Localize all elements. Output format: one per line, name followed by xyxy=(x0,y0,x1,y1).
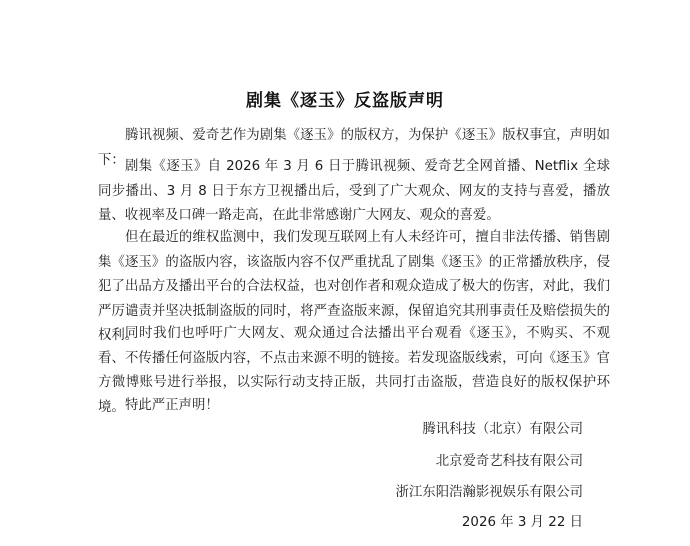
document-title: 剧集《逐玉》反盗版声明 xyxy=(246,91,444,111)
paragraph-appeal: 同时我们也呼吁广大网友、观众通过合法播出平台观看《逐玉》，不购买、不观看、不传播任何盗版内容，不点击来源不明的链接。若发现盗版线索，可向《逐玉》官方微博账号进行举报，以实际行动支持正版，共同打击盗版，营造良好的版权保护环境。 xyxy=(98,326,610,415)
signatory-iqiyi: 北京爱奇艺科技有限公司 xyxy=(435,454,583,469)
paragraph-closing: 特此严正声明！ xyxy=(125,398,219,413)
statement-date: 2026 年 3 月 22 日 xyxy=(461,515,583,530)
paragraph-intro: 腾讯视频、爱奇艺作为剧集《逐玉》的版权方，为保护《逐玉》版权事宜，声明如下： xyxy=(98,128,610,168)
signatory-tencent: 腾讯科技（北京）有限公司 xyxy=(422,422,583,437)
paragraph-piracy-warning: 但在最近的维权监测中，我们发现互联网上有人未经许可，擅自非法传播、销售剧集《逐玉》的盗版内容，该盗版内容不仅严重扰乱了剧集《逐玉》的正常播放秩序，侵犯了出品方及播出平台的合法权益，也对创作者和观众造成了极大的伤害，对此，我们严厉谴责并坚决抵制盗版的同时，将严查盗版来源，保留追究其刑事责任及赔偿损失的权利。 xyxy=(98,230,610,343)
signatory-haohan: 浙江东阳浩瀚影视娱乐有限公司 xyxy=(395,485,583,500)
paragraph-broadcast-info: 剧集《逐玉》自 2026 年 3 月 6 日于腾讯视频、爱奇艺全网首播、Netflix 全球同步播出、3 月 8 日于东方卫视播出后，受到了广大观众、网友的支持与喜爱，播放量、收视率及口碑一路走高，在此非常感谢广大网友、观众的喜爱。 xyxy=(98,159,610,223)
